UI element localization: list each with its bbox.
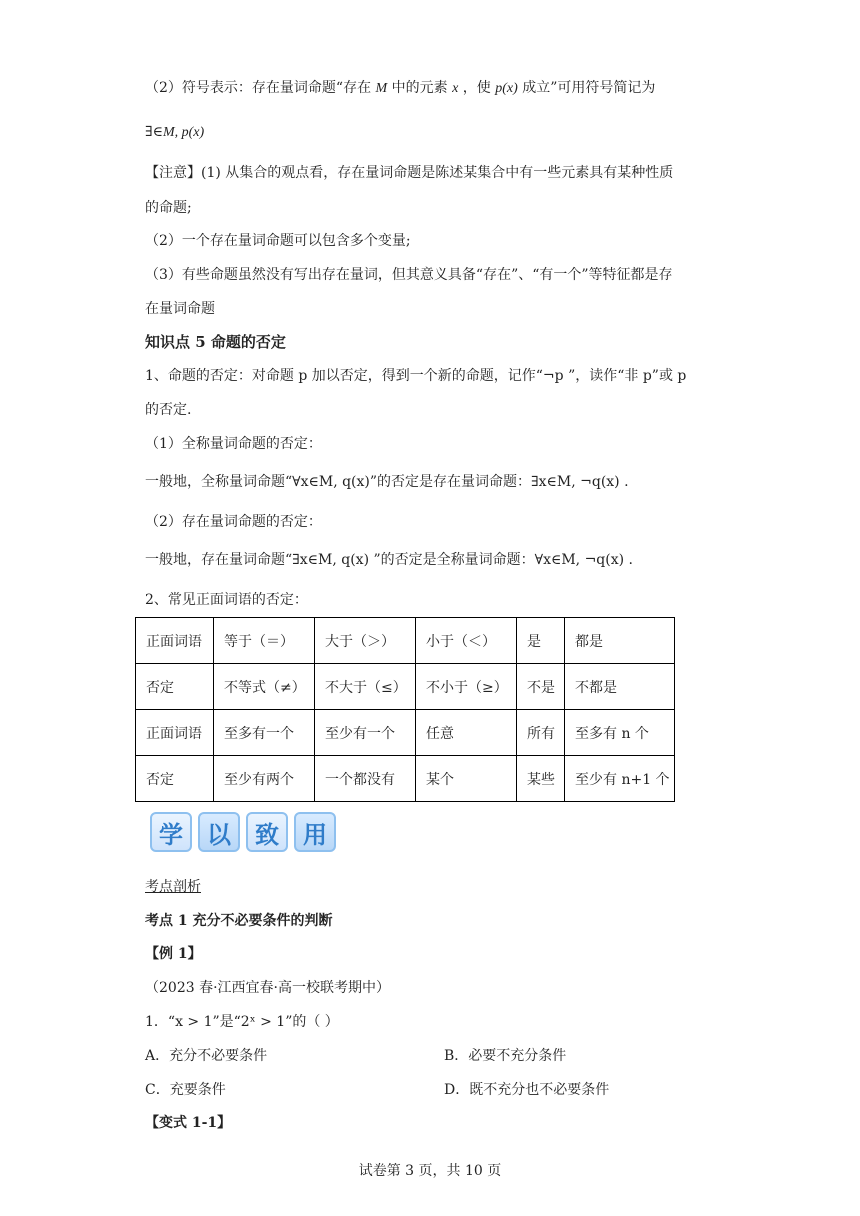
table-row bbox=[136, 664, 675, 710]
table-cell: 不都是 bbox=[565, 664, 675, 710]
option-c: C．充要条件 bbox=[145, 1082, 226, 1098]
text: 中的元素 bbox=[391, 80, 448, 96]
table-cell: 小于（＜） bbox=[416, 618, 517, 664]
negation-definition: 1、命题的否定：对命题 p 加以否定，得到一个新的命题，记作“¬p ”，读作“非 p”或 p bbox=[145, 368, 687, 384]
variant-label: 【变式 1-1】 bbox=[145, 1115, 232, 1131]
text: ，使 bbox=[462, 80, 491, 96]
table-cell: 否定 bbox=[136, 756, 214, 802]
badge-char: 学 bbox=[150, 812, 192, 852]
existential-negation-heading: （2）存在量词命题的否定： bbox=[145, 514, 322, 530]
badge-char: 以 bbox=[198, 812, 240, 852]
table-cell: 大于（＞） bbox=[315, 618, 416, 664]
table-cell: 至少有两个 bbox=[214, 756, 315, 802]
table-cell: 都是 bbox=[565, 618, 675, 664]
option-d: D．既不充分也不必要条件 bbox=[444, 1082, 610, 1098]
universal-negation-text: 一般地，全称量词命题“∀x∈M, q(x)”的否定是存在量词命题：∃x∈M, ¬q(x) . bbox=[145, 474, 629, 490]
negation-definition-cont: 的否定. bbox=[145, 402, 192, 418]
table-cell: 至多有一个 bbox=[214, 710, 315, 756]
table-row bbox=[136, 756, 675, 802]
table-cell: 一个都没有 bbox=[315, 756, 416, 802]
table-cell: 至少有 n+1 个 bbox=[565, 756, 675, 802]
math-x: x bbox=[452, 81, 459, 96]
page-footer: 试卷第 3 页，共 10 页 bbox=[358, 1163, 502, 1179]
note-item-3: （3）有些命题虽然没有写出存在量词，但其意义具备“存在”、“有一个”等特征都是存 bbox=[145, 267, 673, 283]
note-paragraph-cont: 的命题; bbox=[145, 200, 192, 216]
badge-char: 用 bbox=[294, 812, 336, 852]
existential-negation-text: 一般地，存在量词命题“∃x∈M, q(x) ”的否定是全称量词命题：∀x∈M, ¬q(x) . bbox=[145, 552, 633, 568]
table-cell: 某些 bbox=[517, 756, 565, 802]
table-cell: 是 bbox=[517, 618, 565, 664]
text: （2）符号表示：存在量词命题“存在 bbox=[145, 80, 372, 96]
table-cell: 不小于（≥） bbox=[416, 664, 517, 710]
analysis-heading: 考点剖析 bbox=[145, 879, 201, 895]
topic-heading: 考点 1 充分不必要条件的判断 bbox=[145, 913, 333, 929]
symbol-expression: ∃∈M, p(x) bbox=[145, 125, 205, 140]
table-cell: 不是 bbox=[517, 664, 565, 710]
question-source: （2023 春·江西宜春·高一校联考期中） bbox=[145, 980, 390, 996]
table-cell: 至少有一个 bbox=[315, 710, 416, 756]
paragraph-symbol bbox=[145, 78, 655, 99]
badge-char: 致 bbox=[246, 812, 288, 852]
table-cell: 所有 bbox=[517, 710, 565, 756]
option-a: A．充分不必要条件 bbox=[145, 1048, 268, 1064]
note-paragraph: 【注意】(1) 从集合的观点看，存在量词命题是陈述某集合中有一些元素具有某种性质 bbox=[145, 165, 674, 181]
table-row bbox=[136, 618, 675, 664]
universal-negation-heading: （1）全称量词命题的否定： bbox=[145, 436, 322, 452]
study-badge bbox=[150, 812, 336, 852]
section-heading: 知识点 5 命题的否定 bbox=[145, 333, 286, 351]
table-cell: 正面词语 bbox=[136, 618, 214, 664]
table-cell: 否定 bbox=[136, 664, 214, 710]
negation-table bbox=[135, 617, 675, 802]
math-px: p(x) bbox=[495, 81, 518, 96]
text: 成立”可用符号简记为 bbox=[522, 80, 656, 96]
note-item-2: （2）一个存在量词命题可以包含多个变量; bbox=[145, 233, 411, 249]
table-row bbox=[136, 710, 675, 756]
option-b: B．必要不充分条件 bbox=[444, 1048, 567, 1064]
table-cell: 某个 bbox=[416, 756, 517, 802]
question-stem: 1．“x > 1”是“2ˣ > 1”的（ ） bbox=[145, 1014, 339, 1030]
table-cell: 等于（＝） bbox=[214, 618, 315, 664]
table-cell: 不大于（≤） bbox=[315, 664, 416, 710]
table-cell: 正面词语 bbox=[136, 710, 214, 756]
note-item-3-cont: 在量词命题 bbox=[145, 301, 215, 317]
table-cell: 至多有 n 个 bbox=[565, 710, 675, 756]
table-cell: 不等式（≠） bbox=[214, 664, 315, 710]
math-M: M bbox=[375, 81, 388, 96]
example-label: 【例 1】 bbox=[145, 946, 202, 962]
common-words-heading: 2、常见正面词语的否定： bbox=[145, 592, 308, 608]
table-cell: 任意 bbox=[416, 710, 517, 756]
